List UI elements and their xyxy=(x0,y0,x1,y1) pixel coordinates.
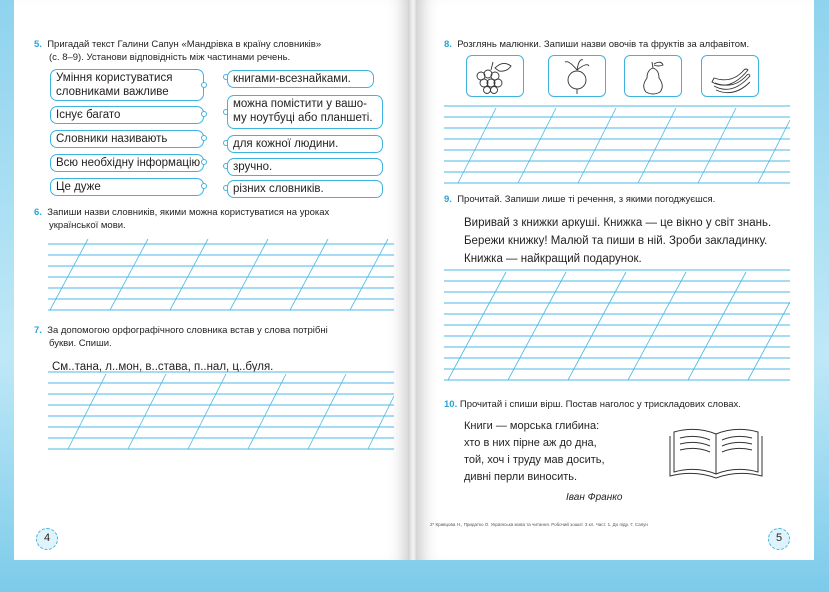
reading-line: Виривай з книжки аркуші. Книжка — це вікно у світ знань. xyxy=(464,217,772,229)
match-dot[interactable] xyxy=(201,82,207,88)
task5-text-line1: Пригадай текст Галини Сапун «Мандрівка в країну словників» xyxy=(47,39,322,50)
match-right-2-line1: можна помістити у вашо- xyxy=(233,98,367,110)
writing-lines-task9[interactable] xyxy=(444,264,790,386)
beet-picture xyxy=(548,55,606,97)
match-right-1[interactable]: книгами-всезнайками. xyxy=(227,70,374,88)
task7-text-line2: букви. Спиши. xyxy=(49,338,112,349)
task6-instructions xyxy=(34,206,402,232)
task7-text-line1: За допомогою орфографічного словника встав у слова потрібні xyxy=(47,325,328,336)
reading-line: Книжка — найкращий подарунок. xyxy=(464,253,642,265)
banana-picture xyxy=(701,55,759,97)
page-number-left: 4 xyxy=(36,528,58,550)
task9-number: 9. xyxy=(444,194,452,205)
poem-line: дивні перли виносить. xyxy=(464,471,578,483)
poem-author: Іван Франко xyxy=(566,492,623,503)
task5-text-line2: (с. 8–9). Установи відповідність між частинами речень. xyxy=(49,52,291,63)
beet-icon xyxy=(549,56,605,96)
task10-instructions xyxy=(444,398,804,411)
writing-lines-task8[interactable] xyxy=(444,100,790,188)
task8-instructions xyxy=(444,38,804,51)
task7-instructions xyxy=(34,324,402,350)
task5-instructions xyxy=(34,38,402,64)
task8-number: 8. xyxy=(444,39,452,50)
banana-icon xyxy=(702,56,758,96)
writing-lines-task7[interactable] xyxy=(48,366,394,454)
task8-text: Розглянь малюнки. Запиши назви овочів та фруктів за алфавітом. xyxy=(457,39,750,50)
grapes-icon xyxy=(467,56,523,96)
match-left-4[interactable]: Всю необхідну інформацію xyxy=(50,154,204,172)
right-page xyxy=(416,0,814,560)
task5-number: 5. xyxy=(34,39,42,50)
left-page xyxy=(14,0,410,560)
writing-lines-task6[interactable] xyxy=(48,234,394,314)
poem-line: той, хоч і труду мав досить, xyxy=(464,454,605,466)
task9-reading-text xyxy=(464,214,804,268)
match-right-3[interactable]: для кожної людини. xyxy=(227,135,383,153)
task9-text: Прочитай. Запиши лише ті речення, з якими погоджуєшся. xyxy=(457,194,716,205)
match-dot[interactable] xyxy=(201,111,207,117)
match-left-5[interactable]: Це дуже xyxy=(50,178,204,196)
match-dot[interactable] xyxy=(201,183,207,189)
task10-text: Прочитай і спиши вірш. Постав наголос у трискладових словах. xyxy=(459,399,741,410)
match-right-5[interactable]: різних словників. xyxy=(227,180,383,198)
poem-line: Книги — морська глибина: xyxy=(464,420,600,432)
match-left-1-line1: Уміння користуватися xyxy=(56,72,173,84)
task6-text-line1: Запиши назви словників, якими можна користуватися на уроках xyxy=(47,207,330,218)
poem xyxy=(464,418,684,486)
match-left-1[interactable] xyxy=(50,69,204,101)
match-dot[interactable] xyxy=(201,159,207,165)
match-left-1-line2: словниками важливе xyxy=(56,86,169,98)
footer-credits: 2* Кравцова Н., Придатко О. Українська мова та читання. Робочий зошит. 3 кл. Част. 1. До підр. Г. Сапун xyxy=(430,522,648,527)
match-left-2[interactable]: Існує багато xyxy=(50,106,204,124)
match-right-2[interactable] xyxy=(227,95,383,129)
match-left-3[interactable]: Словники називають xyxy=(50,130,204,148)
grapes-picture xyxy=(466,55,524,97)
page-number-right: 5 xyxy=(768,528,790,550)
pear-picture xyxy=(624,55,682,97)
match-right-4[interactable]: зручно. xyxy=(227,158,383,176)
task10-number: 10. xyxy=(444,399,458,410)
task6-text-line2: української мови. xyxy=(49,220,126,231)
task7-words: См..тана, л..мон, в..става, п..нал, ц..буля. xyxy=(52,361,274,373)
task9-instructions xyxy=(444,193,804,206)
open-book-icon xyxy=(666,424,766,484)
match-dot[interactable] xyxy=(201,135,207,141)
task7-number: 7. xyxy=(34,325,42,336)
reading-line: Бережи книжку! Малюй та пиши в ній. Зроби закладинку. xyxy=(464,235,768,247)
poem-line: хто в них пірне аж до дна, xyxy=(464,437,597,449)
pear-icon xyxy=(625,56,681,96)
match-right-2-line2: му ноутбуці або планшеті. xyxy=(233,112,373,124)
task6-number: 6. xyxy=(34,207,42,218)
